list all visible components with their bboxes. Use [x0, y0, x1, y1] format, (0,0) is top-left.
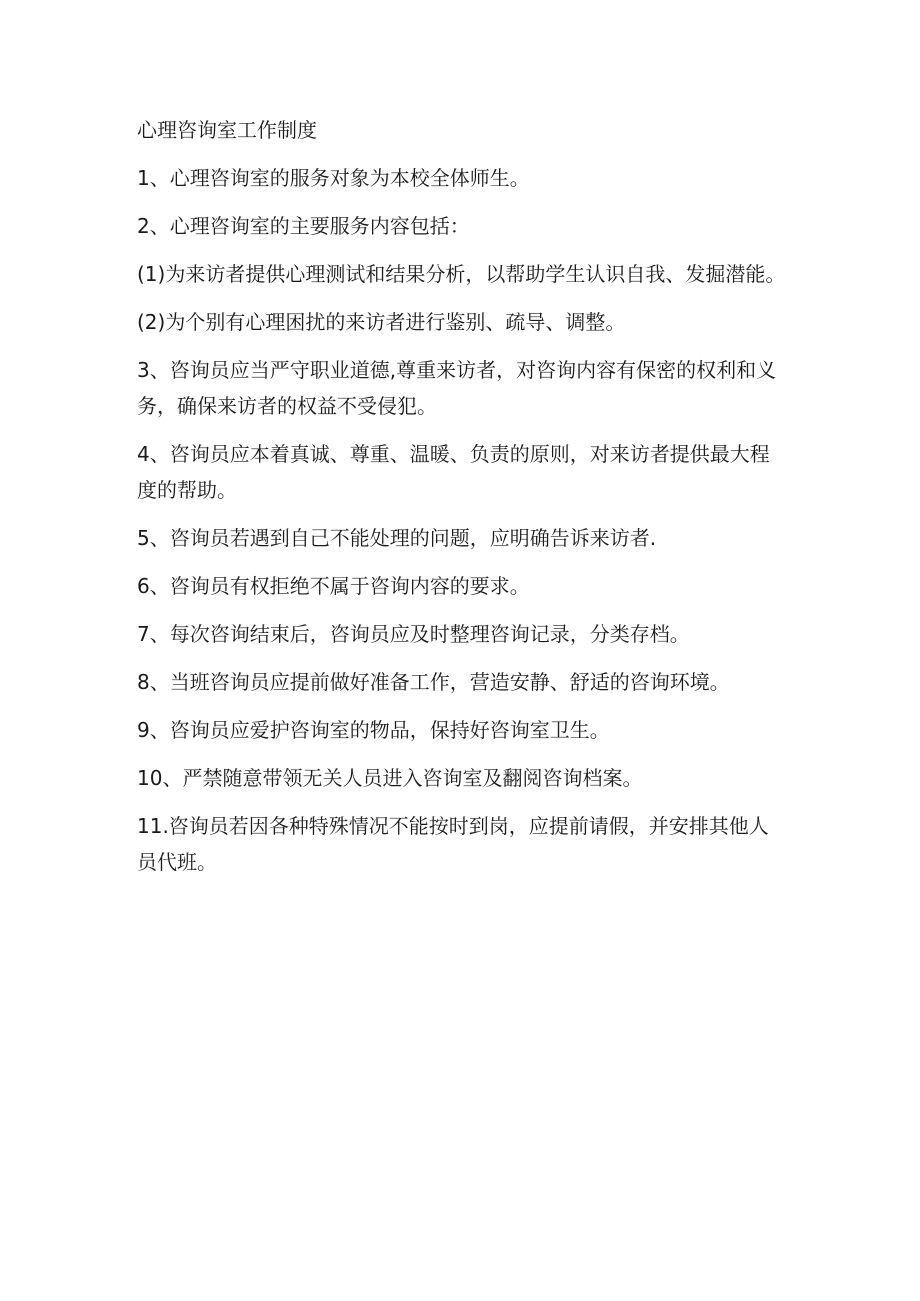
paragraph-2-item-2: (2)为个别有心理困扰的来访者进行鉴别、疏导、调整。 — [137, 310, 626, 334]
document-body — [137, 112, 787, 892]
paragraph-4: 4、咨询员应本着真诚、尊重、温暖、负责的原则，对来访者提供最大程度的帮助。 — [137, 442, 770, 502]
paragraph-2: 2、心理咨询室的主要服务内容包括： — [137, 214, 470, 238]
document-title: 心理咨询室工作制度 — [137, 118, 317, 142]
paragraph-5: 5、咨询员若遇到自己不能处理的问题，应明确告诉来访者. — [137, 526, 657, 550]
paragraph-6: 6、咨询员有权拒绝不属于咨询内容的要求。 — [137, 574, 530, 598]
paragraph-8: 8、当班咨询员应提前做好准备工作，营造安静、舒适的咨询环境。 — [137, 670, 730, 694]
paragraph-9: 9、咨询员应爱护咨询室的物品，保持好咨询室卫生。 — [137, 718, 610, 742]
paragraph-10: 10、严禁随意带领无关人员进入咨询室及翻阅咨询档案。 — [137, 766, 643, 790]
paragraph-1: 1、心理咨询室的服务对象为本校全体师生。 — [137, 166, 530, 190]
paragraph-3: 3、咨询员应当严守职业道德,尊重来访者，对咨询内容有保密的权利和义务，确保来访者的权益不受侵犯。 — [137, 358, 777, 418]
paragraph-11: 11.咨询员若因各种特殊情况不能按时到岗，应提前请假，并安排其他人员代班。 — [137, 814, 769, 874]
paragraph-7: 7、每次咨询结束后，咨询员应及时整理咨询记录，分类存档。 — [137, 622, 690, 646]
paragraph-2-item-1: (1)为来访者提供心理测试和结果分析，以帮助学生认识自我、发掘潜能。 — [137, 262, 786, 286]
